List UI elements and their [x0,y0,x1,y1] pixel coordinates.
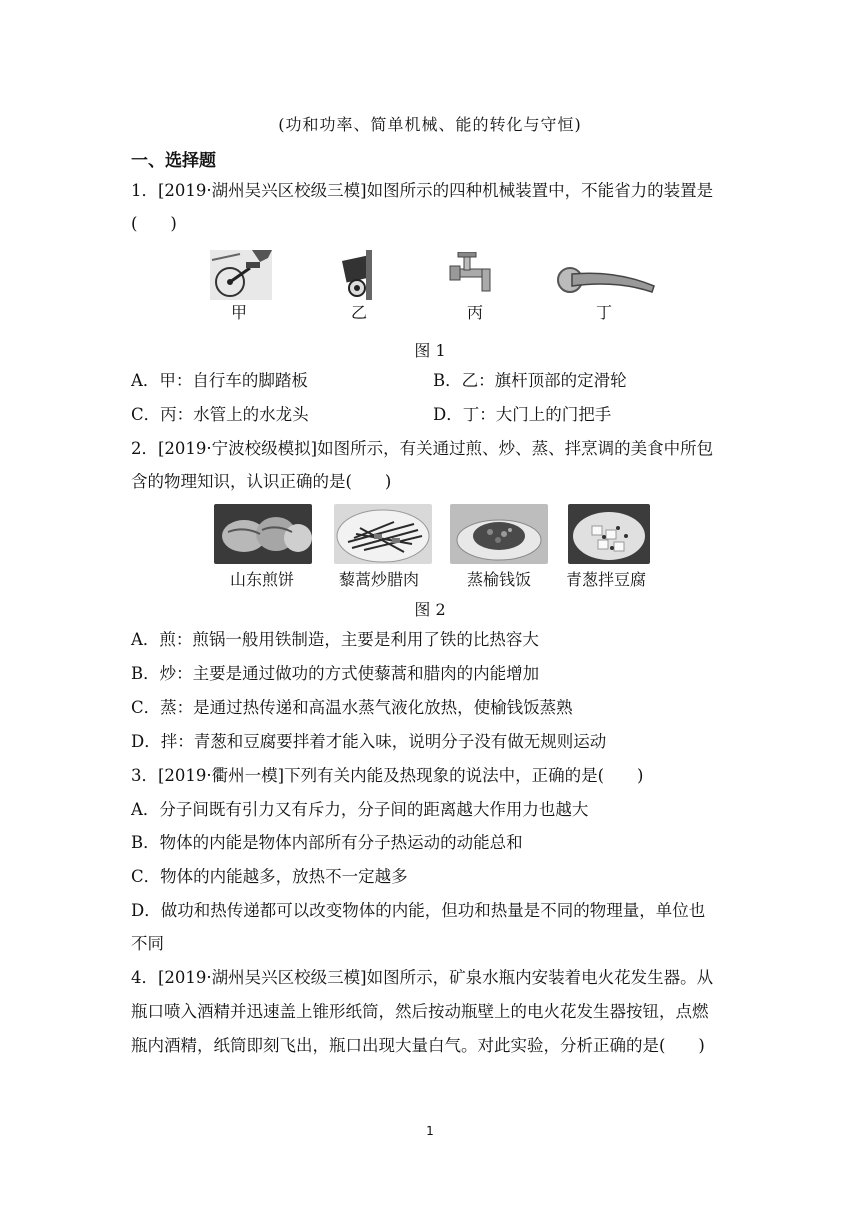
q1-option-a: A．甲：自行车的脚踏板 [131,371,308,390]
stir-fried-artemisia-photo [334,504,432,564]
q2-option-a: A．煎：煎锅一般用铁制造，主要是利用了铁的比热容大 [131,630,539,649]
fig1-label-jia: 甲 [231,303,248,322]
document-subtitle: (功和功率、简单机械、能的转化与守恒) [278,115,582,134]
fig1-label-bing: 丙 [467,303,484,322]
q3-option-d-line2: 不同 [131,934,164,953]
q4-stem-line3: 瓶内酒精，纸筒即刻飞出，瓶口出现大量白气。对此实验，分析正确的是( ) [131,1036,705,1055]
fixed-pulley-image [340,250,380,304]
q3-option-a: A．分子间既有引力又有斥力，分子间的距离越大作用力也越大 [131,800,589,819]
fig2-caption: 图 2 [414,600,446,619]
steamed-elm-rice-photo [450,504,548,564]
q2-stem-line1: 2．[2019·宁波校级模拟]如图所示，有关通过煎、炒、蒸、拌烹调的美食中所包 [131,439,714,458]
q1-stem-line1: 1．[2019·湖州吴兴区校级三模]如图所示的四种机械装置中，不能省力的装置是 [131,181,714,200]
q1-option-b: B．乙：旗杆顶部的定滑轮 [433,371,627,390]
fig2-label-pancake: 山东煎饼 [230,570,295,589]
q3-option-b: B．物体的内能是物体内部所有分子热运动的动能总和 [131,833,523,852]
faucet-image [448,252,496,302]
bicycle-pedal-image [210,250,272,304]
q1-option-d: D．丁：大门上的门把手 [433,405,612,424]
q4-stem-line1: 4．[2019·湖州吴兴区校级三模]如图所示，矿泉水瓶内安装着电火花发生器。从 [131,968,714,987]
fig2-label-elm-rice: 蒸榆钱饭 [467,570,532,589]
tofu-with-scallion-photo [568,504,650,564]
fig2-label-artemisia: 藜蒿炒腊肉 [339,570,420,589]
q1-option-c: C．丙：水管上的水龙头 [131,405,309,424]
q2-option-b: B．炒：主要是通过做功的方式使藜蒿和腊肉的内能增加 [131,664,540,683]
q4-stem-line2: 瓶口喷入酒精并迅速盖上锥形纸筒，然后按动瓶壁上的电火花发生器按钮，点燃 [131,1002,709,1021]
q2-option-c: C．蒸：是通过热传递和高温水蒸气液化放热，使榆钱饭蒸熟 [131,698,573,717]
fig1-label-yi: 乙 [351,303,368,322]
q2-option-d: D．拌：青葱和豆腐要拌着才能入味，说明分子没有做无规则运动 [131,732,607,751]
fig1-label-ding: 丁 [596,303,613,322]
q2-stem-line2: 含的物理知识，认识正确的是( ) [131,472,392,491]
fig2-label-tofu: 青葱拌豆腐 [566,570,647,589]
page-number: 1 [426,1124,434,1138]
section-title: 一、选择题 [131,151,216,171]
shandong-pancake-photo [214,504,312,564]
q1-stem-line2: ( ) [131,214,177,233]
fig1-caption: 图 1 [414,341,446,360]
q3-option-c: C．物体的内能越多，放热不一定越多 [131,867,408,886]
q3-stem: 3．[2019·衢州一模]下列有关内能及热现象的说法中，正确的是( ) [131,766,644,785]
q3-option-d-line1: D．做功和热传递都可以改变物体的内能，但功和热量是不同的物理量，单位也 [131,901,706,920]
door-handle-image [556,262,656,302]
